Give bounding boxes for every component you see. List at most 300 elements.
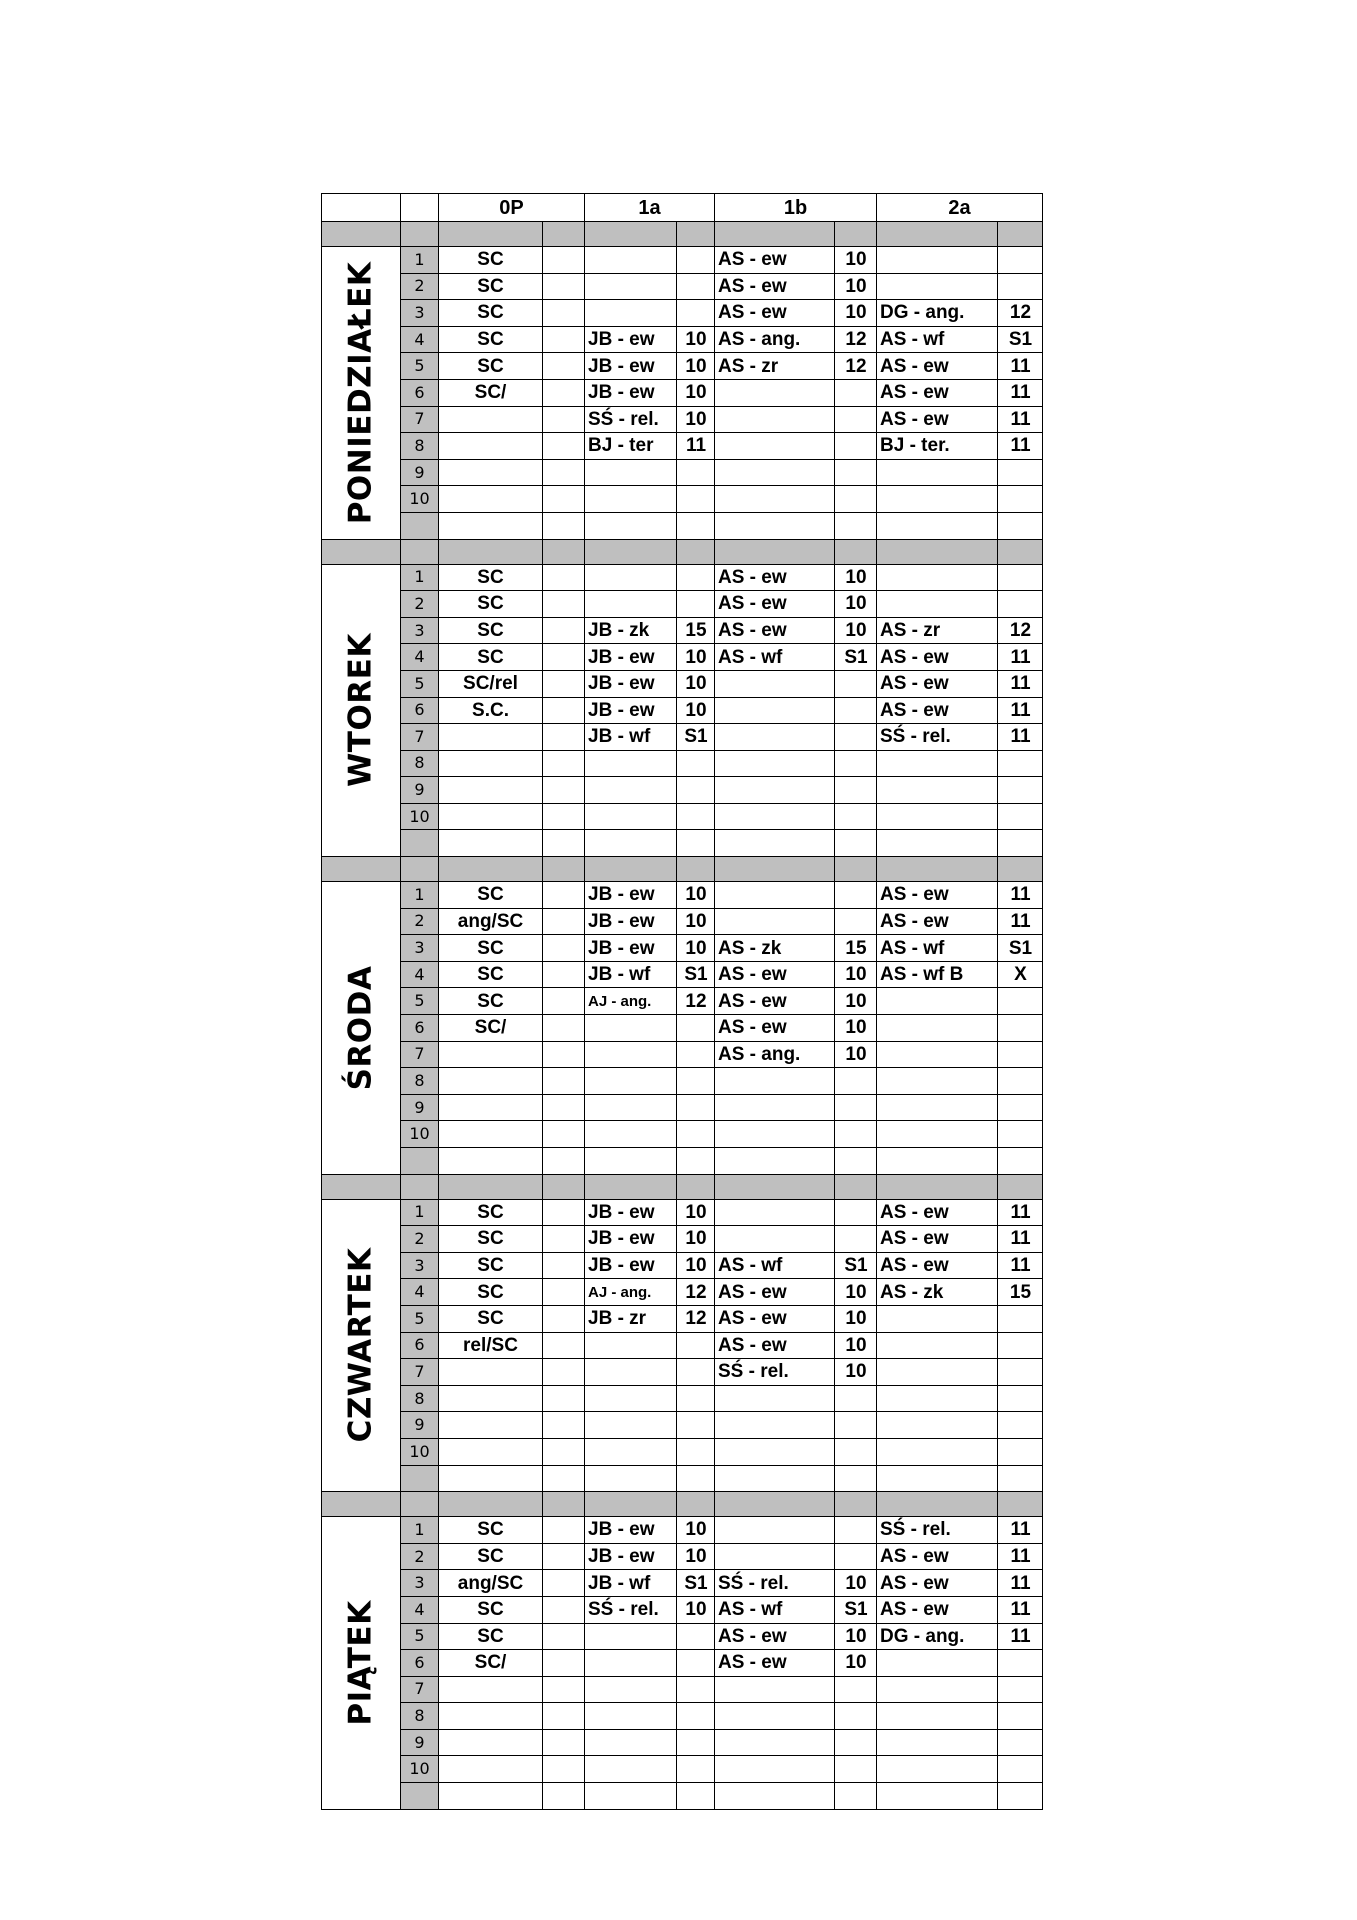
class-2a-subject <box>877 247 998 274</box>
separator-cell <box>835 1492 877 1517</box>
class-0p-room <box>543 406 585 433</box>
class-1b-subject <box>715 750 835 777</box>
lesson-row <box>322 486 1043 513</box>
class-1b-room <box>835 1729 877 1756</box>
class-2a-subject <box>877 1465 998 1492</box>
class-1a-subject: AJ - ang. <box>585 1279 677 1306</box>
class-2a-subject <box>877 988 998 1015</box>
class-1b-subject: AS - zr <box>715 353 835 380</box>
class-1b-room <box>835 908 877 935</box>
class-0p-cell: SC <box>439 1543 543 1570</box>
class-0p-room <box>543 830 585 857</box>
class-0p-room <box>543 935 585 962</box>
lesson-number <box>401 830 439 857</box>
separator-cell <box>715 539 835 564</box>
class-0p-cell: SC <box>439 1596 543 1623</box>
class-1b-subject <box>715 1412 835 1439</box>
class-0p-cell <box>439 1703 543 1730</box>
lesson-row <box>322 247 1043 274</box>
lesson-row <box>322 1148 1043 1175</box>
class-0p-cell: SC <box>439 1252 543 1279</box>
class-2a-subject: AS - wf <box>877 326 998 353</box>
class-1b-room: 10 <box>835 1570 877 1597</box>
class-2a-room <box>998 486 1043 513</box>
class-1a-subject <box>585 1623 677 1650</box>
class-2a-subject <box>877 1359 998 1386</box>
lesson-number: 4 <box>401 1596 439 1623</box>
class-1a-room: 10 <box>677 1517 715 1544</box>
lesson-row <box>322 591 1043 618</box>
class-1b-subject: AS - ew <box>715 247 835 274</box>
class-1a-room: 10 <box>677 644 715 671</box>
day-name: PIĄTEK <box>342 1600 379 1726</box>
separator-cell <box>677 1174 715 1199</box>
class-0p-room <box>543 803 585 830</box>
class-0p-room <box>543 1756 585 1783</box>
class-1b-subject <box>715 670 835 697</box>
class-1b-room: 10 <box>835 564 877 591</box>
header-corner <box>322 194 401 222</box>
lesson-row <box>322 803 1043 830</box>
class-1b-room: 10 <box>835 273 877 300</box>
class-0p-cell: SC <box>439 300 543 327</box>
class-0p-cell <box>439 1148 543 1175</box>
class-1b-room <box>835 1783 877 1810</box>
separator-cell <box>543 1492 585 1517</box>
class-2a-subject <box>877 750 998 777</box>
separator-cell <box>585 857 677 882</box>
class-0p-cell: SC <box>439 1279 543 1306</box>
class-0p-cell: SC <box>439 882 543 909</box>
class-2a-room <box>998 1015 1043 1042</box>
class-1a-subject <box>585 486 677 513</box>
class-1b-room <box>835 1438 877 1465</box>
separator-cell <box>677 222 715 247</box>
class-1b-room: 10 <box>835 988 877 1015</box>
lesson-row <box>322 670 1043 697</box>
class-1a-subject <box>585 1385 677 1412</box>
class-1b-room: 10 <box>835 1650 877 1677</box>
class-1a-room <box>677 1729 715 1756</box>
class-1b-subject: AS - ew <box>715 1332 835 1359</box>
separator-cell <box>998 1492 1043 1517</box>
lesson-number: 3 <box>401 1570 439 1597</box>
class-1b-subject <box>715 1756 835 1783</box>
class-0p-room <box>543 247 585 274</box>
class-1b-room <box>835 1068 877 1095</box>
separator-cell <box>543 857 585 882</box>
header-class-1b: 1b <box>715 194 877 222</box>
class-0p-cell: SC <box>439 247 543 274</box>
lesson-number: 10 <box>401 803 439 830</box>
class-1b-subject <box>715 830 835 857</box>
separator-cell <box>322 1492 401 1517</box>
lesson-number: 10 <box>401 1438 439 1465</box>
class-0p-room <box>543 1279 585 1306</box>
class-1b-subject <box>715 1676 835 1703</box>
class-0p-room <box>543 1703 585 1730</box>
class-0p-cell <box>439 459 543 486</box>
separator-cell <box>715 1174 835 1199</box>
class-1a-subject <box>585 512 677 539</box>
class-0p-room <box>543 379 585 406</box>
class-1a-subject: JB - ew <box>585 1517 677 1544</box>
class-2a-subject <box>877 273 998 300</box>
class-0p-cell <box>439 777 543 804</box>
class-0p-room <box>543 1015 585 1042</box>
class-1a-subject: JB - ew <box>585 1543 677 1570</box>
lesson-number: 6 <box>401 379 439 406</box>
class-1a-subject: JB - ew <box>585 379 677 406</box>
class-1a-subject: JB - zr <box>585 1305 677 1332</box>
lesson-row <box>322 433 1043 460</box>
lesson-row <box>322 353 1043 380</box>
lesson-number: 8 <box>401 433 439 460</box>
lesson-row <box>322 512 1043 539</box>
day-label-cell <box>322 247 401 540</box>
class-1b-subject: AS - ew <box>715 300 835 327</box>
separator-cell <box>439 222 543 247</box>
class-0p-cell <box>439 1412 543 1439</box>
class-1b-room <box>835 1517 877 1544</box>
class-2a-room <box>998 1729 1043 1756</box>
class-0p-room <box>543 1676 585 1703</box>
class-2a-room: 11 <box>998 433 1043 460</box>
class-0p-room <box>543 750 585 777</box>
class-1a-room <box>677 1068 715 1095</box>
class-2a-subject <box>877 1121 998 1148</box>
class-1b-subject: SŚ - rel. <box>715 1570 835 1597</box>
lesson-row <box>322 882 1043 909</box>
lesson-number: 2 <box>401 1543 439 1570</box>
class-1a-subject <box>585 1041 677 1068</box>
separator-cell <box>677 1492 715 1517</box>
class-1b-room <box>835 1703 877 1730</box>
class-2a-room <box>998 1412 1043 1439</box>
separator-cell <box>401 1492 439 1517</box>
class-2a-subject: AS - ew <box>877 670 998 697</box>
class-1a-room <box>677 1650 715 1677</box>
class-2a-room: 11 <box>998 1596 1043 1623</box>
class-1a-subject: SŚ - rel. <box>585 406 677 433</box>
lesson-number: 3 <box>401 935 439 962</box>
lesson-number: 10 <box>401 486 439 513</box>
class-1b-room <box>835 1148 877 1175</box>
class-1a-room <box>677 564 715 591</box>
class-2a-room <box>998 1041 1043 1068</box>
class-0p-cell: SC <box>439 961 543 988</box>
class-1b-room <box>835 1199 877 1226</box>
class-0p-room <box>543 777 585 804</box>
day-label-cell <box>322 882 401 1175</box>
class-1b-subject <box>715 1729 835 1756</box>
class-1b-subject <box>715 777 835 804</box>
separator-cell <box>322 1174 401 1199</box>
class-2a-room: 11 <box>998 882 1043 909</box>
class-1b-subject <box>715 724 835 751</box>
class-2a-room <box>998 1676 1043 1703</box>
class-2a-subject <box>877 591 998 618</box>
class-0p-room <box>543 1412 585 1439</box>
class-2a-room: 11 <box>998 697 1043 724</box>
lesson-number: 6 <box>401 697 439 724</box>
class-1b-room: 10 <box>835 1279 877 1306</box>
class-1b-subject <box>715 1199 835 1226</box>
lesson-number: 3 <box>401 1252 439 1279</box>
class-1b-room <box>835 830 877 857</box>
class-2a-room <box>998 1068 1043 1095</box>
lesson-number: 9 <box>401 1094 439 1121</box>
class-1b-subject <box>715 406 835 433</box>
lesson-number: 4 <box>401 326 439 353</box>
class-2a-room <box>998 1385 1043 1412</box>
class-2a-room: 12 <box>998 300 1043 327</box>
separator-cell <box>998 222 1043 247</box>
lesson-number: 10 <box>401 1756 439 1783</box>
class-1a-room <box>677 1412 715 1439</box>
class-1b-room: 10 <box>835 1332 877 1359</box>
lesson-number: 9 <box>401 1729 439 1756</box>
class-2a-subject: AS - ew <box>877 1596 998 1623</box>
class-0p-cell: SC <box>439 273 543 300</box>
class-2a-subject: AS - ew <box>877 379 998 406</box>
class-1b-subject <box>715 379 835 406</box>
class-1a-room: 10 <box>677 1252 715 1279</box>
class-0p-room <box>543 353 585 380</box>
class-2a-subject <box>877 1438 998 1465</box>
day-separator-row <box>322 1492 1043 1517</box>
class-1a-room <box>677 1094 715 1121</box>
class-1b-subject <box>715 1438 835 1465</box>
class-1a-room <box>677 803 715 830</box>
separator-cell <box>677 857 715 882</box>
class-0p-room <box>543 724 585 751</box>
separator-cell <box>322 539 401 564</box>
lesson-row <box>322 988 1043 1015</box>
lesson-row <box>322 300 1043 327</box>
class-1b-room <box>835 777 877 804</box>
class-0p-room <box>543 1226 585 1253</box>
lesson-row <box>322 1385 1043 1412</box>
lesson-number: 4 <box>401 644 439 671</box>
class-0p-cell: SC <box>439 1226 543 1253</box>
class-1a-subject: BJ - ter <box>585 433 677 460</box>
lesson-number: 8 <box>401 1385 439 1412</box>
class-2a-subject: AS - ew <box>877 1199 998 1226</box>
class-1a-subject <box>585 1650 677 1677</box>
class-2a-room <box>998 1305 1043 1332</box>
class-2a-room <box>998 988 1043 1015</box>
class-1a-subject: JB - ew <box>585 1226 677 1253</box>
lesson-number: 8 <box>401 1703 439 1730</box>
lesson-row <box>322 1094 1043 1121</box>
lesson-number: 2 <box>401 908 439 935</box>
lesson-number: 1 <box>401 564 439 591</box>
day-separator-row <box>322 222 1043 247</box>
separator-cell <box>543 539 585 564</box>
class-0p-room <box>543 644 585 671</box>
class-1a-room <box>677 1121 715 1148</box>
class-2a-subject <box>877 564 998 591</box>
class-1a-subject: JB - ew <box>585 670 677 697</box>
class-0p-room <box>543 670 585 697</box>
class-1b-subject <box>715 1121 835 1148</box>
class-2a-room: 11 <box>998 724 1043 751</box>
class-2a-room: 11 <box>998 1226 1043 1253</box>
lesson-number: 9 <box>401 459 439 486</box>
class-2a-room <box>998 1703 1043 1730</box>
class-1a-room <box>677 273 715 300</box>
separator-cell <box>585 222 677 247</box>
class-0p-cell <box>439 1359 543 1386</box>
class-1a-room: 10 <box>677 353 715 380</box>
class-2a-room <box>998 1465 1043 1492</box>
class-0p-room <box>543 1041 585 1068</box>
separator-cell <box>715 1492 835 1517</box>
class-1b-room <box>835 803 877 830</box>
class-1b-subject: AS - wf <box>715 1252 835 1279</box>
class-0p-room <box>543 988 585 1015</box>
separator-cell <box>998 539 1043 564</box>
class-1a-room: 10 <box>677 326 715 353</box>
class-1a-subject <box>585 1729 677 1756</box>
class-1a-subject <box>585 750 677 777</box>
class-2a-subject <box>877 803 998 830</box>
separator-cell <box>439 539 543 564</box>
lesson-row <box>322 908 1043 935</box>
class-0p-cell <box>439 750 543 777</box>
class-1b-room <box>835 1676 877 1703</box>
lesson-row <box>322 1783 1043 1810</box>
class-2a-subject <box>877 830 998 857</box>
day-name: CZWARTEK <box>342 1247 379 1443</box>
class-1b-subject <box>715 1148 835 1175</box>
lesson-row <box>322 830 1043 857</box>
class-2a-room <box>998 1332 1043 1359</box>
class-1b-subject: AS - ang. <box>715 1041 835 1068</box>
class-0p-room <box>543 1385 585 1412</box>
class-2a-subject <box>877 1332 998 1359</box>
class-0p-cell <box>439 1729 543 1756</box>
lesson-row <box>322 459 1043 486</box>
lesson-row <box>322 1068 1043 1095</box>
lesson-row <box>322 379 1043 406</box>
class-2a-room <box>998 1650 1043 1677</box>
timetable-body <box>322 194 1043 1810</box>
class-0p-cell: ang/SC <box>439 908 543 935</box>
separator-cell <box>877 1492 998 1517</box>
lesson-number: 9 <box>401 777 439 804</box>
separator-cell <box>439 857 543 882</box>
class-0p-cell: SC <box>439 935 543 962</box>
class-0p-cell <box>439 433 543 460</box>
separator-cell <box>715 857 835 882</box>
class-2a-subject <box>877 777 998 804</box>
class-2a-subject <box>877 1094 998 1121</box>
class-2a-room: 11 <box>998 406 1043 433</box>
class-0p-cell: SC <box>439 1199 543 1226</box>
class-2a-room: 11 <box>998 1517 1043 1544</box>
class-1a-room <box>677 1703 715 1730</box>
class-0p-cell: SC <box>439 617 543 644</box>
class-1b-subject <box>715 1385 835 1412</box>
lesson-row <box>322 1252 1043 1279</box>
class-0p-cell: S.C. <box>439 697 543 724</box>
class-0p-room <box>543 300 585 327</box>
class-0p-cell: SC <box>439 1517 543 1544</box>
class-2a-subject: AS - ew <box>877 908 998 935</box>
class-2a-room <box>998 591 1043 618</box>
lesson-row <box>322 1517 1043 1544</box>
lesson-number: 7 <box>401 1676 439 1703</box>
class-1a-room: 10 <box>677 882 715 909</box>
class-1a-room: S1 <box>677 961 715 988</box>
class-1a-subject: SŚ - rel. <box>585 1596 677 1623</box>
class-0p-cell <box>439 803 543 830</box>
class-1b-room <box>835 1465 877 1492</box>
class-1b-room <box>835 512 877 539</box>
class-1a-room <box>677 512 715 539</box>
separator-cell <box>835 857 877 882</box>
class-1b-room <box>835 1756 877 1783</box>
lesson-row <box>322 1465 1043 1492</box>
class-2a-subject: AS - ew <box>877 882 998 909</box>
class-2a-subject: AS - zr <box>877 617 998 644</box>
lesson-number: 7 <box>401 724 439 751</box>
class-1a-subject <box>585 1703 677 1730</box>
class-1b-room: 10 <box>835 1041 877 1068</box>
class-2a-room <box>998 1121 1043 1148</box>
class-1a-room: 10 <box>677 670 715 697</box>
class-1a-subject <box>585 300 677 327</box>
class-1b-room: 12 <box>835 353 877 380</box>
class-1a-subject <box>585 273 677 300</box>
lesson-number <box>401 512 439 539</box>
class-0p-cell <box>439 1094 543 1121</box>
class-0p-room <box>543 882 585 909</box>
class-1a-room <box>677 1783 715 1810</box>
class-2a-room: S1 <box>998 326 1043 353</box>
class-1b-room <box>835 670 877 697</box>
lesson-row <box>322 1041 1043 1068</box>
class-2a-room <box>998 1359 1043 1386</box>
class-1b-room <box>835 459 877 486</box>
class-0p-room <box>543 1650 585 1677</box>
class-1b-room: 12 <box>835 326 877 353</box>
lesson-row <box>322 1121 1043 1148</box>
class-2a-subject: AS - ew <box>877 1226 998 1253</box>
class-2a-subject <box>877 1783 998 1810</box>
class-2a-room: 15 <box>998 1279 1043 1306</box>
class-1b-room: 10 <box>835 1015 877 1042</box>
class-2a-subject: AS - ew <box>877 1543 998 1570</box>
class-1a-subject <box>585 1756 677 1783</box>
lesson-number: 7 <box>401 1359 439 1386</box>
class-0p-room <box>543 1068 585 1095</box>
separator-cell <box>998 857 1043 882</box>
class-2a-subject <box>877 1015 998 1042</box>
class-2a-room: 11 <box>998 1570 1043 1597</box>
class-1a-subject: JB - ew <box>585 1199 677 1226</box>
class-0p-room <box>543 1517 585 1544</box>
class-1b-subject <box>715 1094 835 1121</box>
class-1b-subject: AS - ew <box>715 1279 835 1306</box>
lesson-row <box>322 1332 1043 1359</box>
day-label-cell <box>322 564 401 857</box>
class-1b-subject <box>715 486 835 513</box>
class-1b-room: 10 <box>835 1359 877 1386</box>
lesson-number: 3 <box>401 617 439 644</box>
